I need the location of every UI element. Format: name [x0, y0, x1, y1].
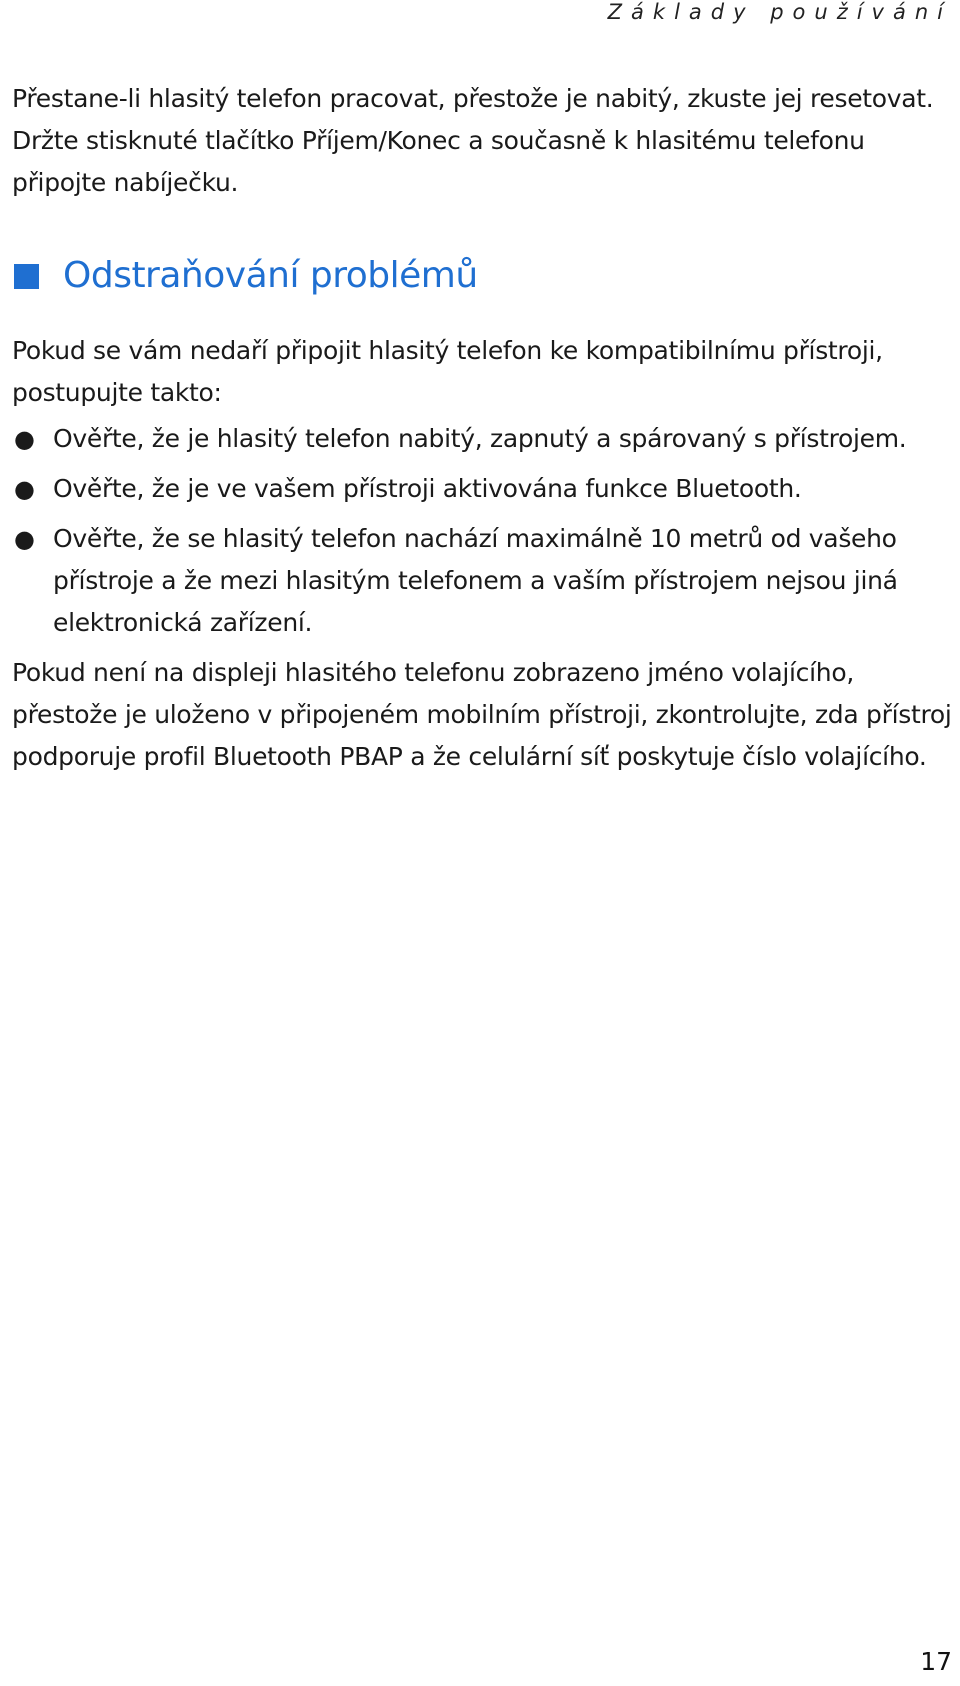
square-icon [14, 264, 39, 289]
page-content [12, 78, 952, 778]
list-item [12, 518, 952, 644]
list-item-text: Ověřte, že je ve vašem přístroji aktivována funkce Bluetooth. [53, 474, 802, 503]
list-item [12, 468, 952, 510]
bullet-icon: ● [14, 475, 35, 503]
bullet-icon: ● [14, 425, 35, 453]
running-header: Základy používání [607, 0, 952, 24]
intro-paragraph: Přestane-li hlasitý telefon pracovat, přestože je nabitý, zkuste jej resetovat. Držte stisknuté tlačítko Příjem/Konec a současně k hlasitému telefonu připojte nabíječku. [12, 84, 934, 197]
closing-paragraph: Pokud není na displeji hlasitého telefonu zobrazeno jméno volajícího, přestože je uloženo v připojeném mobilním přístroji, zkontrolujte, zda přístroj podporuje profil Bluetooth PBAP a že celulární síť poskytuje číslo volajícího. [12, 658, 952, 771]
troubleshooting-list [12, 418, 952, 644]
page-number: 17 [920, 1647, 952, 1676]
section-title: Odstraňování problémů [63, 255, 478, 296]
section-heading [12, 248, 952, 304]
list-item-text: Ověřte, že je hlasitý telefon nabitý, zapnutý a spárovaný s přístrojem. [53, 424, 907, 453]
bullet-icon: ● [14, 525, 35, 553]
list-item-text: Ověřte, že se hlasitý telefon nachází maximálně 10 metrů od vašeho přístroje a že mezi hlasitým telefonem a vaším přístrojem nejsou jiná elektronická zařízení. [53, 524, 898, 637]
section-lead: Pokud se vám nedaří připojit hlasitý telefon ke kompatibilnímu přístroji, postupujte takto: [12, 336, 883, 407]
list-item [12, 418, 952, 460]
